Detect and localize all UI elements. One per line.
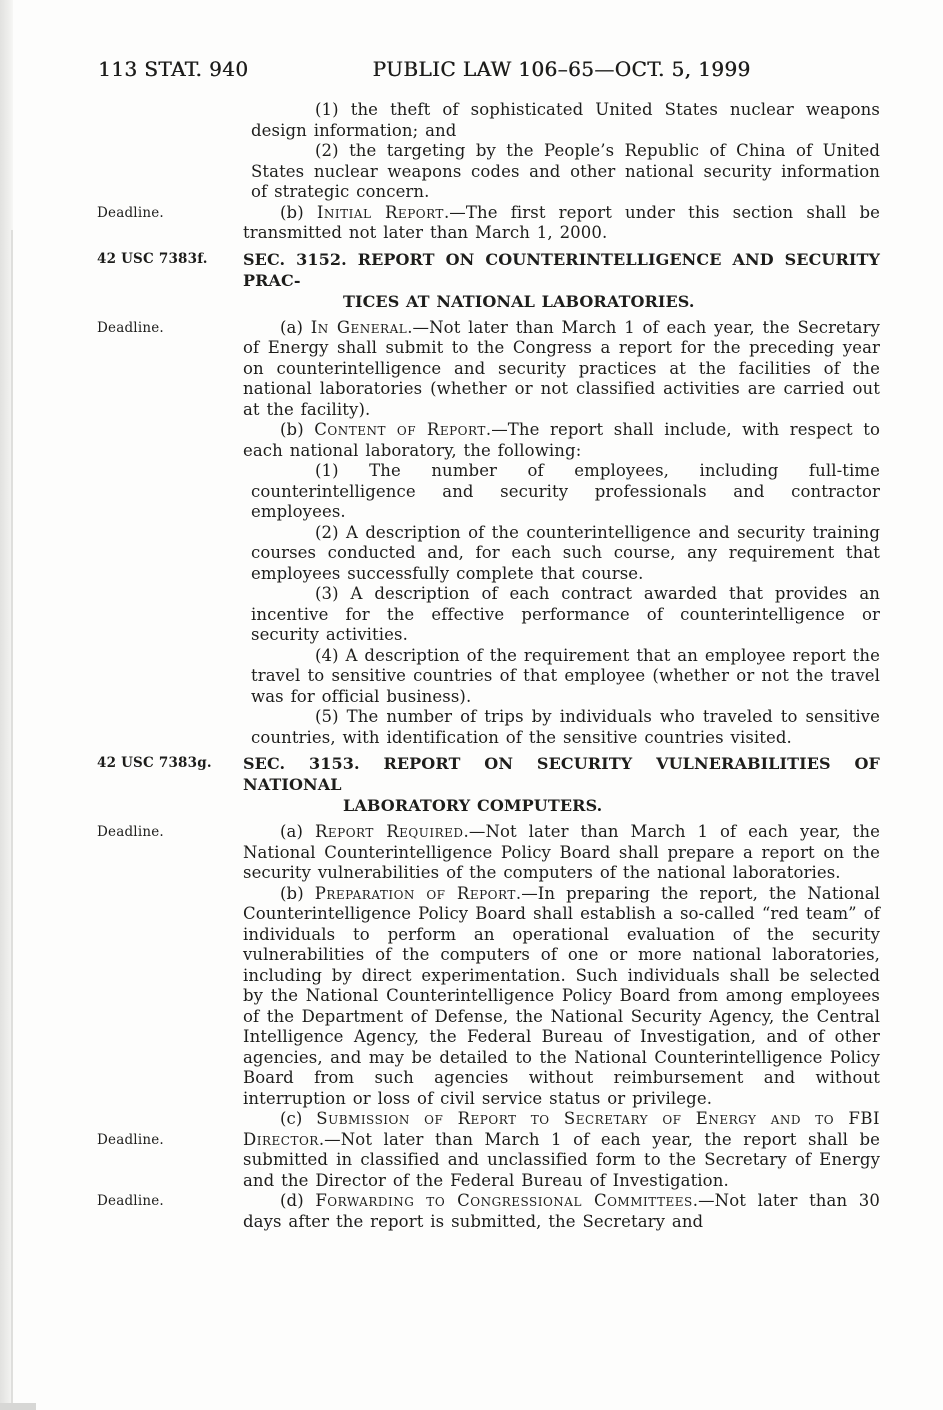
paragraph-label: (1) <box>315 461 370 480</box>
paragraph-label: (2) <box>315 522 347 542</box>
paragraph-label: (3) <box>315 584 351 603</box>
paragraph: (2) A description of the counterintelligence and security training courses conducted and, for each such course, any requirement that employees successfully complete that course. <box>251 522 880 583</box>
heading-line: SEC. 3153. REPORT ON SECURITY VULNERABILITIES OF NATIONAL <box>243 754 880 794</box>
smallcaps-heading: Forwarding to Congressional Committees <box>315 1191 693 1210</box>
margin-note: 42 USC 7383g. <box>97 755 212 771</box>
margin-note: 42 USC 7383f. <box>97 250 208 267</box>
paragraph: (3) A description of each contract awarded that provides an incentive for the effective performance of counterintelligence or security activities. <box>251 584 880 644</box>
smallcaps-heading: Submission of Report to Secretary of Energy and to FBI Director <box>243 1109 880 1149</box>
scan-corner-artifact <box>0 1403 36 1410</box>
running-head <box>0 57 943 83</box>
paragraph: Deadline. (c) Submission of Report to Secretary of Energy and to FBI Director.—Not later than March 1 of each year, the report shall be submitted in classified and unclassified form to the Secretary of Energy and the Director of the Federal Bureau of Investigation. <box>97 1109 880 1190</box>
paragraph: Deadline. (a) Report Required.—Not later than March 1 of each year, the National Counterintelligence Policy Board shall prepare a report on the security vulnerabilities of the computers of the national laboratories. <box>97 822 880 882</box>
heading-line: TICES AT NATIONAL LABORATORIES. <box>343 291 695 311</box>
paragraph: (5) The number of trips by individuals who traveled to sensitive countries, with identification of the sensitive countries visited. <box>251 707 880 747</box>
margin-note: Deadline. <box>97 824 164 840</box>
paragraph-label: (4) <box>315 645 346 665</box>
paragraph: Deadline. (d) Forwarding to Congressional Committees.—Not later than 30 days after the report is submitted, the Secretary and <box>97 1191 881 1231</box>
margin-note: Deadline. <box>97 319 164 336</box>
statutes-page-number: 113 STAT. 940 <box>98 57 249 81</box>
heading-line: LABORATORY COMPUTERS. <box>343 796 603 815</box>
paragraph: (4) A description of the requirement that an employee report the travel to sensitive countries of that employee (whether or not the travel was for official business). <box>251 645 880 706</box>
paragraph: (b) Preparation of Report.—In preparing the report, the National Counterintelligence Policy Board shall establish a so-called “red team” of individuals to perform an operational evaluation of the security vulnerabilities of the computers of one or more national laboratories, including by direct experimentation. Such individuals shall be selected by the National Counterintelligence Policy Board from among employees of the Department of Defense, the National Security Agency, the Central Intelligence Agency, the Federal Bureau of Investigation, and of other agencies, and may be detailed to the National Counterintelligence Policy Board from such agencies without reimbursement and without interruption or loss of civil service status or privilege. <box>243 883 881 1108</box>
paragraph-label: (5) <box>315 707 347 726</box>
paragraph: (b) Content of Report.—The report shall include, with respect to each national laboratory, the following: <box>243 420 880 460</box>
paragraph: (1) The number of employees, including full-time counterintelligence and security professionals and contractor employees. <box>251 461 880 521</box>
paragraph-label: (d) <box>280 1191 316 1210</box>
paragraph-label: (1) <box>315 100 351 119</box>
paragraph: Deadline. (b) Initial Report.—The first report under this section shall be transmitted not later than March 1, 2000. <box>97 202 880 242</box>
margin-note: Deadline. <box>97 204 164 221</box>
smallcaps-heading: Preparation of Report <box>314 883 516 903</box>
public-law-heading: PUBLIC LAW 106–65—OCT. 5, 1999 <box>372 57 751 81</box>
margin-note: Deadline. <box>97 1193 164 1209</box>
paragraph: Deadline. (a) In General.—Not later than March 1 of each year, the Secretary of Energy shall submit to the Congress a report for the preceding year on counterintelligence and security practices at the facilities of the national laboratories (whether or not classified activities are carried out at the facility). <box>97 317 881 419</box>
paragraph-label: (c) <box>280 1109 317 1128</box>
section-heading <box>97 249 880 312</box>
paragraph: (2) the targeting by the People’s Republic of China of United States nuclear weapons codes and other national security information of strategic concern. <box>251 141 880 201</box>
heading-line: SEC. 3152. REPORT ON COUNTERINTELLIGENCE AND SECURITY PRAC- <box>243 249 880 290</box>
section-heading <box>97 753 880 816</box>
paragraph-label: (2) <box>315 141 350 160</box>
smallcaps-heading: Report Required <box>314 822 464 841</box>
smallcaps-heading: Initial Report <box>316 202 444 222</box>
paragraph-label: (b) <box>280 420 315 439</box>
smallcaps-heading: Content of Report <box>314 420 486 439</box>
paragraph-label: (a) <box>280 822 315 841</box>
document-body <box>97 100 881 1232</box>
paragraph-label: (b) <box>280 883 315 903</box>
smallcaps-heading: In General <box>310 317 408 337</box>
paragraph-label: (b) <box>280 202 317 222</box>
scan-crease-line <box>11 230 13 1410</box>
paragraph: (1) the theft of sophisticated United States nuclear weapons design information; and <box>251 100 880 140</box>
margin-note: Deadline. <box>97 1131 164 1148</box>
paragraph-label: (a) <box>280 317 311 337</box>
